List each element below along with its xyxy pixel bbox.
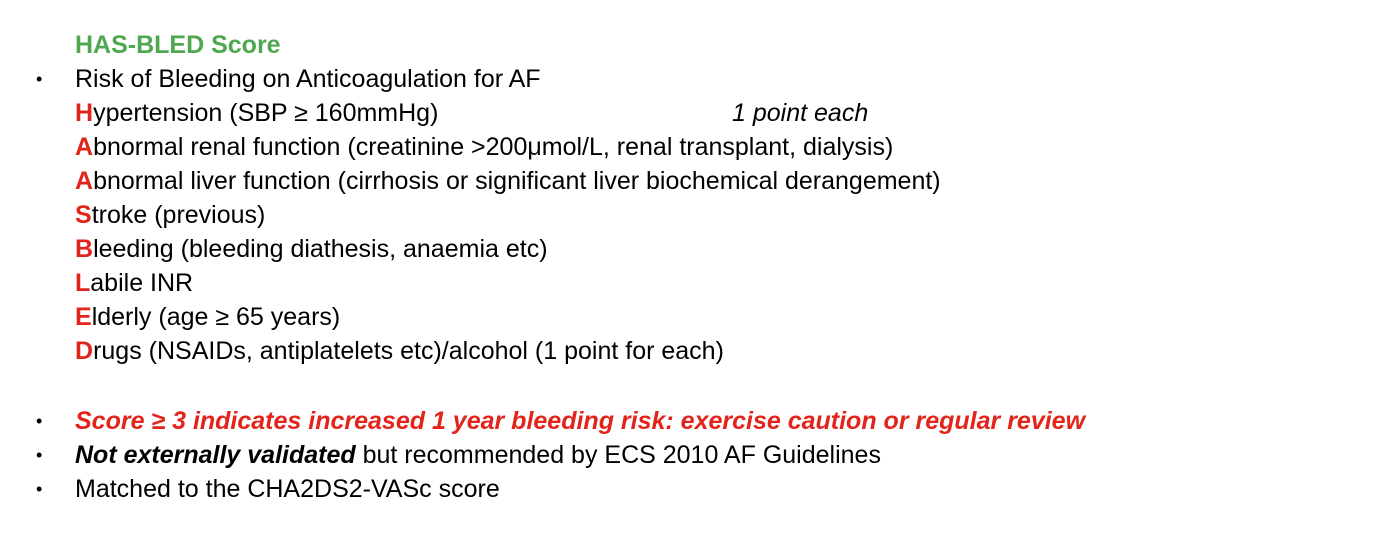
criterion-text: rugs (NSAIDs, antiplatelets etc)/alcohol (1 point for each) [93, 337, 724, 365]
criterion-item [75, 232, 548, 266]
criterion-item [75, 266, 193, 300]
validation-note [75, 438, 881, 472]
criterion-letter: S [75, 201, 92, 229]
points-note: 1 point each [732, 99, 869, 127]
criterion-text: troke (previous) [91, 201, 266, 229]
validation-emphasis: Not externally validated [75, 441, 356, 469]
bullet-icon: • [36, 479, 43, 499]
criterion-letter: B [75, 235, 94, 263]
criterion-text: leeding (bleeding diathesis, anaemia etc) [93, 235, 548, 263]
criterion-item [75, 334, 724, 368]
criterion-item [75, 130, 893, 164]
criterion-item [75, 96, 438, 130]
validation-rest: but recommended by ECS 2010 AF Guidelines [355, 441, 881, 469]
bullet-icon: • [36, 411, 43, 431]
criterion-text: bnormal liver function (cirrhosis or significant liver biochemical derangement) [93, 167, 941, 195]
criterion-letter: H [75, 99, 94, 127]
intro-text: Risk of Bleeding on Anticoagulation for AF [75, 65, 541, 93]
criterion-text: abile INR [90, 269, 194, 297]
criterion-letter: L [75, 269, 91, 297]
score-warning: Score ≥ 3 indicates increased 1 year bleeding risk: exercise caution or regular review [75, 407, 1086, 435]
criterion-text: bnormal renal function (creatinine >200μmol/L, renal transplant, dialysis) [93, 133, 894, 161]
criterion-letter: A [75, 133, 94, 161]
criterion-text: ypertension (SBP ≥ 160mmHg) [93, 99, 439, 127]
criterion-letter: E [75, 303, 92, 331]
criterion-item [75, 164, 941, 198]
bullet-icon: • [36, 69, 43, 89]
criterion-text: lderly (age ≥ 65 years) [91, 303, 341, 331]
criterion-item [75, 300, 340, 334]
bullet-icon: • [36, 445, 43, 465]
slide-title: HAS-BLED Score [75, 31, 281, 59]
criterion-letter: D [75, 337, 94, 365]
matched-note: Matched to the CHA2DS2-VASc score [75, 475, 500, 503]
criterion-letter: A [75, 167, 94, 195]
criterion-item [75, 198, 265, 232]
